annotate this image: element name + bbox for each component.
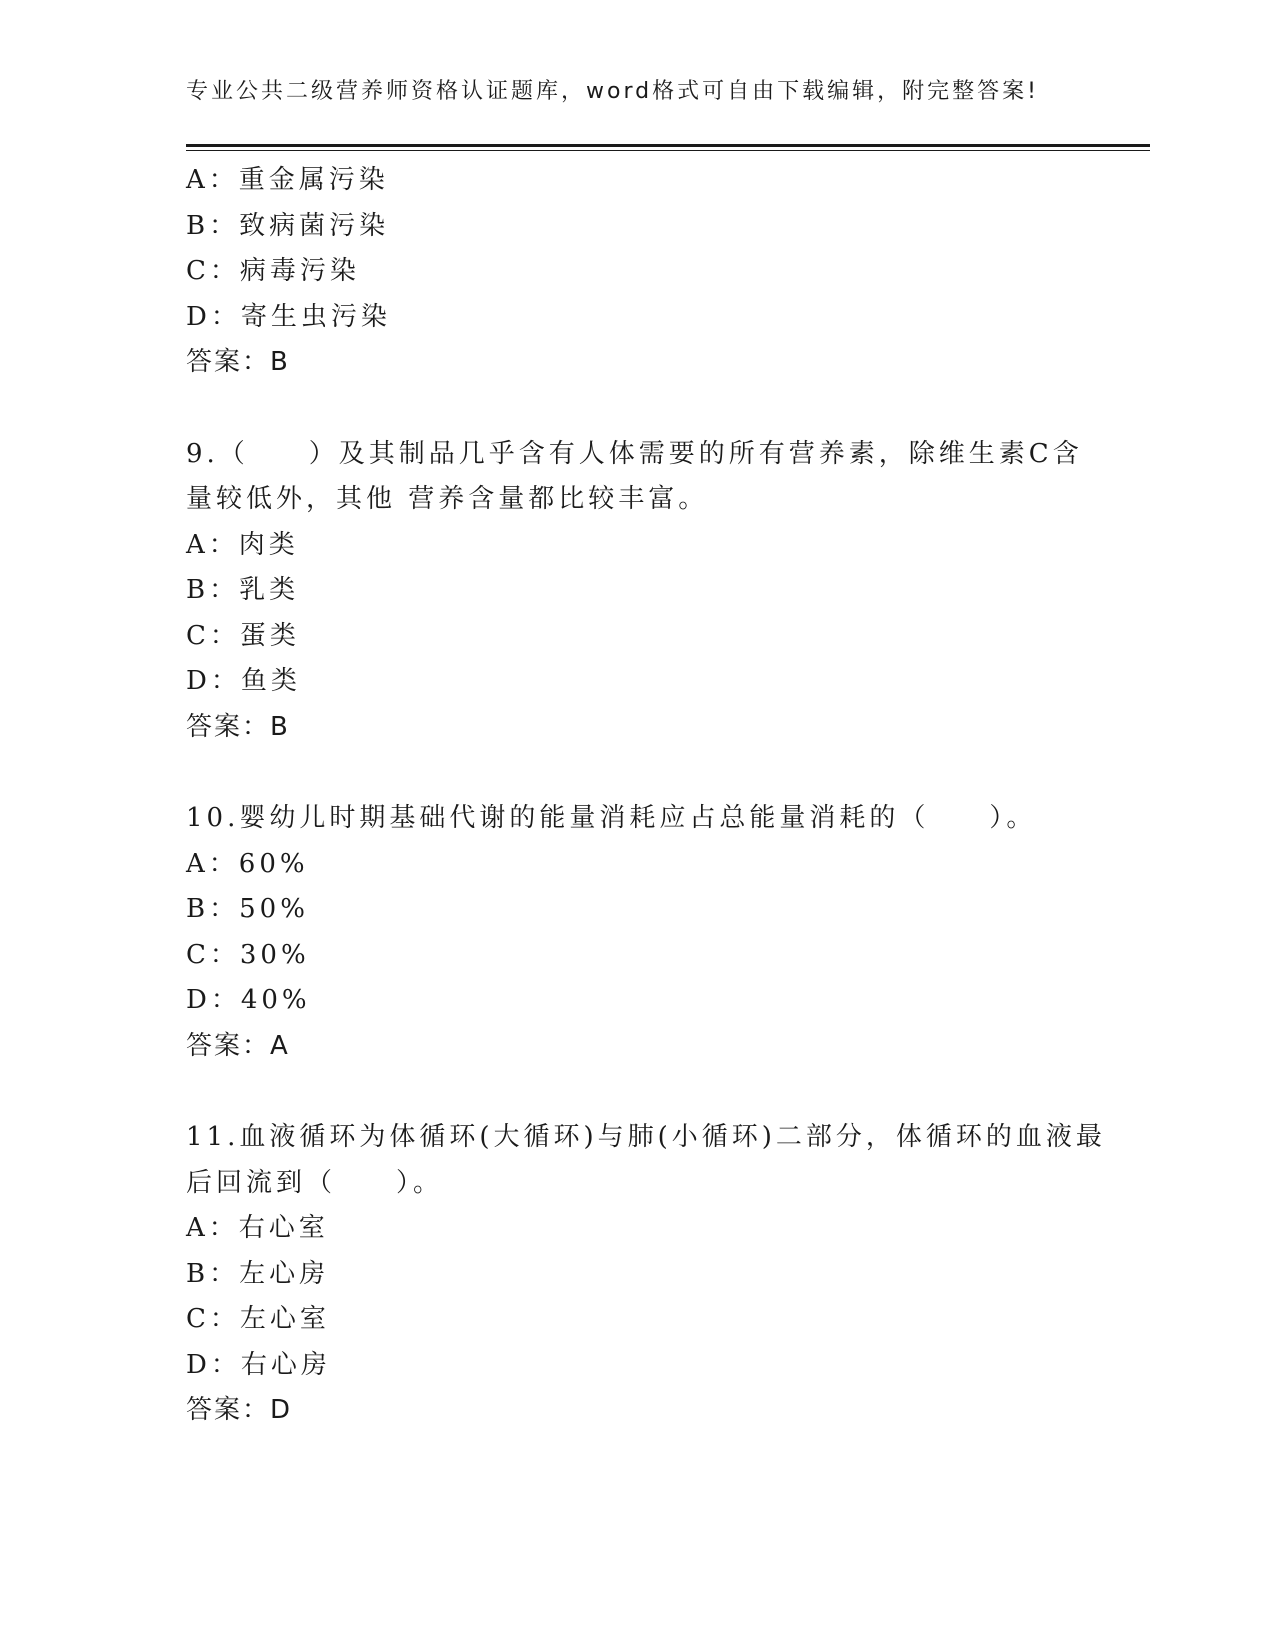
question-stem: 10.婴幼儿时期基础代谢的能量消耗应占总能量消耗的（ ）。 bbox=[186, 803, 1037, 833]
option-c: C：左心室 bbox=[186, 1304, 330, 1334]
answer: 答案：D bbox=[186, 1395, 293, 1425]
option-a: A：重金属污染 bbox=[186, 165, 389, 195]
option-a: A：肉类 bbox=[186, 529, 299, 560]
option-d: D：鱼类 bbox=[186, 666, 301, 696]
question-content bbox=[186, 158, 1106, 1434]
option-a: A：60% bbox=[186, 848, 309, 879]
question-stem-continued: 后回流到（ ）。 bbox=[186, 1167, 444, 1198]
answer: 答案：A bbox=[186, 1030, 290, 1061]
page-header: 专业公共二级营养师资格认证题库，word格式可自由下载编辑，附完整答案! bbox=[186, 79, 1039, 104]
question-stem: 9.（ ）及其制品几乎含有人体需要的所有营养素，除维生素C含 bbox=[186, 438, 1083, 469]
option-b: B：致病菌污染 bbox=[186, 210, 390, 241]
question-stem-continued: 量较低外，其他 营养含量都比较丰富。 bbox=[186, 484, 709, 514]
option-a: A：右心室 bbox=[186, 1213, 329, 1243]
spacer bbox=[186, 386, 1106, 432]
header-rule-thin bbox=[186, 150, 1150, 151]
answer: 答案：B bbox=[186, 711, 290, 742]
option-c: C：30% bbox=[186, 939, 310, 970]
option-c: C：蛋类 bbox=[186, 620, 300, 651]
question-10 bbox=[186, 796, 1106, 1069]
spacer bbox=[186, 750, 1106, 796]
question-8 bbox=[186, 158, 1106, 386]
question-11 bbox=[186, 1115, 1106, 1434]
spacer bbox=[186, 1069, 1106, 1115]
header-rule-thick bbox=[186, 144, 1150, 147]
option-d: D：右心房 bbox=[186, 1349, 331, 1380]
option-c: C：病毒污染 bbox=[186, 256, 360, 286]
question-9 bbox=[186, 432, 1106, 751]
option-b: B：50% bbox=[186, 894, 309, 924]
option-d: D：40% bbox=[186, 985, 311, 1015]
answer: 答案：B bbox=[186, 347, 290, 377]
option-b: B：乳类 bbox=[186, 575, 300, 605]
question-stem: 11.血液循环为体循环(大循环)与肺(小循环)二部分，体循环的血液最 bbox=[186, 1122, 1106, 1152]
option-d: D：寄生虫污染 bbox=[186, 301, 391, 332]
option-b: B：左心房 bbox=[186, 1258, 330, 1289]
